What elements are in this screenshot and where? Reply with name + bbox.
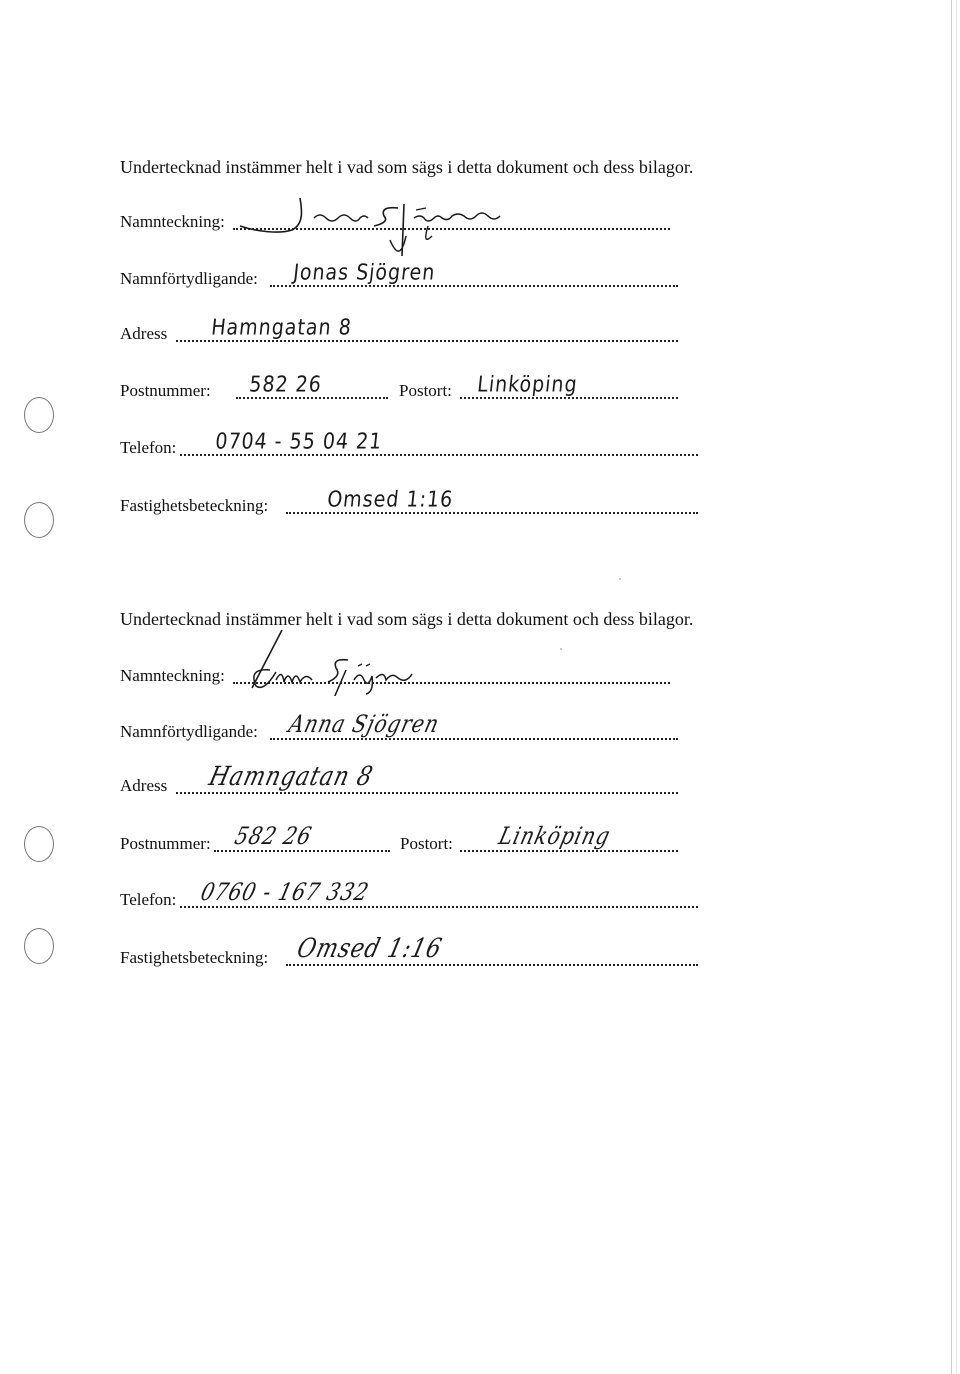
dotted-line: [214, 850, 390, 852]
dotted-line: [236, 397, 388, 399]
postcode-label: Postnummer:: [120, 381, 211, 400]
address-row: [120, 762, 680, 798]
city-value: Linköping: [496, 821, 614, 850]
dotted-line: [460, 397, 678, 399]
name-clarification-label: Namnförtydligande:: [120, 269, 258, 288]
dotted-line: [180, 454, 698, 456]
postcode-city-row: [120, 821, 680, 856]
phone-row: [120, 428, 700, 460]
postcode-value: 582 26: [232, 821, 316, 850]
page-edge-line: [951, 0, 952, 1374]
phone-row: [120, 877, 700, 912]
punch-hole: [24, 928, 54, 964]
signature-row: [120, 662, 680, 688]
property-designation-value: Omsed 1:16: [294, 934, 446, 964]
property-designation-label: Fastighetsbeteckning:: [120, 496, 269, 515]
property-designation-row: [120, 934, 700, 970]
postcode-city-row: [120, 371, 680, 403]
scan-speck: [619, 578, 621, 580]
signature-row: [120, 208, 680, 234]
dotted-line: [460, 850, 678, 852]
name-clarification-label: Namnförtydligande:: [120, 722, 258, 741]
statement-text: Undertecknad instämmer helt i vad som sägs i detta dokument och dess bilagor.: [120, 157, 694, 177]
property-designation-value: Omsed 1:16: [326, 486, 455, 512]
punch-hole: [24, 826, 54, 862]
dotted-line: [270, 738, 678, 740]
dotted-line: [270, 285, 678, 287]
name-value: Jonas Sjögren: [292, 259, 437, 285]
property-designation-row: [120, 486, 700, 518]
page-edge-line: [956, 0, 957, 1374]
handwritten-signature: [230, 196, 560, 256]
phone-label: Telefon:: [120, 438, 177, 457]
signature-label: Namnteckning:: [120, 212, 225, 231]
dotted-line: [176, 340, 678, 342]
address-row: [120, 314, 680, 346]
address-label: Adress: [120, 776, 168, 795]
phone-value: 0704 - 55 04 21: [214, 428, 384, 454]
phone-value: 0760 - 167 332: [198, 877, 373, 906]
name-clarification-row: [120, 709, 680, 744]
postcode-value: 582 26: [248, 371, 324, 397]
punch-hole: [24, 397, 54, 433]
name-value: Anna Sjögren: [286, 709, 443, 738]
scan-speck: [560, 648, 562, 650]
dotted-line: [176, 792, 678, 794]
address-value: Hamngatan 8: [206, 762, 377, 792]
handwritten-signature: [230, 626, 530, 696]
city-value: Linköping: [476, 371, 579, 397]
dotted-line: [286, 512, 698, 514]
phone-label: Telefon:: [120, 890, 177, 909]
punch-hole: [24, 502, 54, 538]
address-value: Hamngatan 8: [210, 314, 354, 340]
address-label: Adress: [120, 324, 168, 343]
name-clarification-row: [120, 259, 680, 291]
dotted-line: [286, 964, 698, 966]
property-designation-label: Fastighetsbeteckning:: [120, 948, 269, 967]
dotted-line: [180, 906, 698, 908]
statement-text: Undertecknad instämmer helt i vad som sägs i detta dokument och dess bilagor.: [120, 609, 694, 629]
city-label: Postort:: [400, 834, 453, 853]
signature-label: Namnteckning:: [120, 666, 225, 685]
postcode-label: Postnummer:: [120, 834, 211, 853]
city-label: Postort:: [399, 381, 452, 400]
